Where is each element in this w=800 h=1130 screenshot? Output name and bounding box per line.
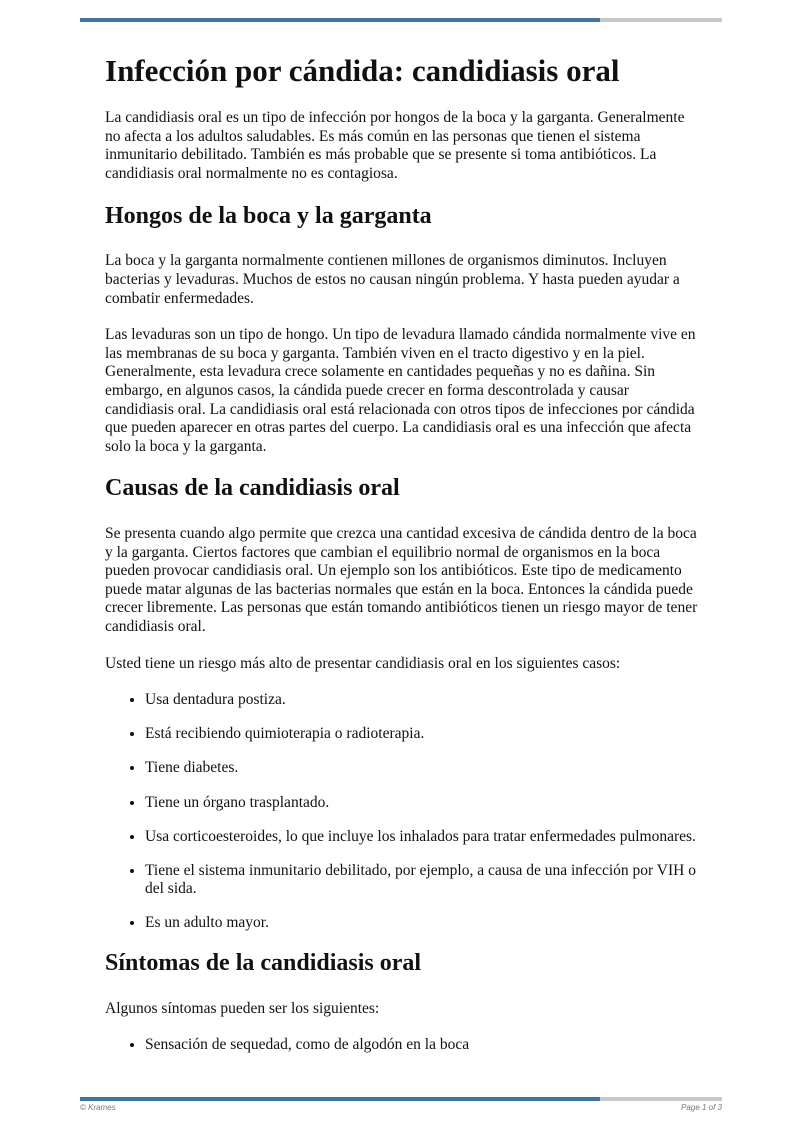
top-rule-accent bbox=[80, 18, 600, 22]
top-rule bbox=[80, 18, 722, 22]
list-item: • Es un adulto mayor. bbox=[145, 914, 700, 933]
footer-page-number: Page 1 of 3 bbox=[681, 1103, 722, 1112]
document-body bbox=[105, 52, 700, 1071]
list-item: • Tiene el sistema inmunitario debilitado, por ejemplo, a causa de una infección por VIH o del sida. bbox=[145, 862, 700, 899]
hongos-paragraph-1: La boca y la garganta normalmente contienen millones de organismos diminutos. Incluyen bacterias y levaduras. Muchos de estos no causan ningún problema. Y hasta pueden ayudar a combatir enfermedades. bbox=[105, 252, 680, 307]
section-heading-hongos: Hongos de la boca y la garganta bbox=[105, 202, 432, 229]
list-item: • Tiene un órgano trasplantado. bbox=[145, 794, 700, 813]
hongos-paragraph-2: Las levaduras son un tipo de hongo. Un tipo de levadura llamado cándida normalmente vive en las membranas de su boca y garganta. También viven en el tracto digestivo y en la piel. Generalmente, esta levadura crece solamente en cantidades pequeñas y no es dañina. Sin embargo, en algunos casos, la cándida puede crecer en forma descontrolada y causar candidiasis oral. La candidiasis oral está relacionada con otros tipos de infecciones por cándida que pueden aparecer en otras partes del cuerpo. La candidiasis oral es una infección que afecta solo la boca y la garganta. bbox=[105, 326, 696, 455]
section-heading-sintomas: Síntomas de la candidiasis oral bbox=[105, 950, 422, 976]
list-item: • Sensación de sequedad, como de algodón en la boca bbox=[145, 1036, 700, 1055]
footer-copyright: © Krames bbox=[80, 1103, 116, 1112]
page-title: Infección por cándida: candidiasis oral bbox=[105, 53, 620, 88]
bottom-rule-accent bbox=[80, 1097, 600, 1101]
causas-paragraph-2: Usted tiene un riesgo más alto de presentar candidiasis oral en los siguientes casos: bbox=[105, 654, 621, 672]
section-heading-causas: Causas de la candidiasis oral bbox=[105, 475, 400, 502]
causas-paragraph-1: Se presenta cuando algo permite que crezca una cantidad excesiva de cándida dentro de la boca y la garganta. Ciertos factores que cambian el equilibrio normal de organismos en la boca pueden provocar candidiasis oral. Un ejemplo son los antibióticos. Este tipo de medicamento puede matar algunas de las bacterias normales que están en la boca. Entonces la cándida puede crecer libremente. Las personas que están tomando antibióticos tienen un riesgo mayor de tener candidiasis oral. bbox=[105, 525, 698, 636]
intro-paragraph: La candidiasis oral es un tipo de infección por hongos de la boca y la garganta. Generalmente no afecta a los adultos saludables. Es más común en las personas que tienen el sistema inmunitario debilitado. También es más probable que se presente si toma antibióticos. La candidiasis oral normalmente no es contagiosa. bbox=[105, 109, 685, 182]
list-item: • Está recibiendo quimioterapia o radioterapia. bbox=[145, 725, 700, 744]
list-item: • Usa dentadura postiza. bbox=[145, 691, 700, 710]
risk-factors-list bbox=[105, 691, 700, 933]
list-item: • Usa corticoesteroides, lo que incluye los inhalados para tratar enfermedades pulmonares. bbox=[145, 828, 700, 847]
sintomas-paragraph-1: Algunos síntomas pueden ser los siguientes: bbox=[105, 999, 380, 1017]
list-item: • Tiene diabetes. bbox=[145, 759, 700, 778]
bottom-rule bbox=[80, 1097, 722, 1101]
symptoms-list bbox=[105, 1036, 700, 1055]
